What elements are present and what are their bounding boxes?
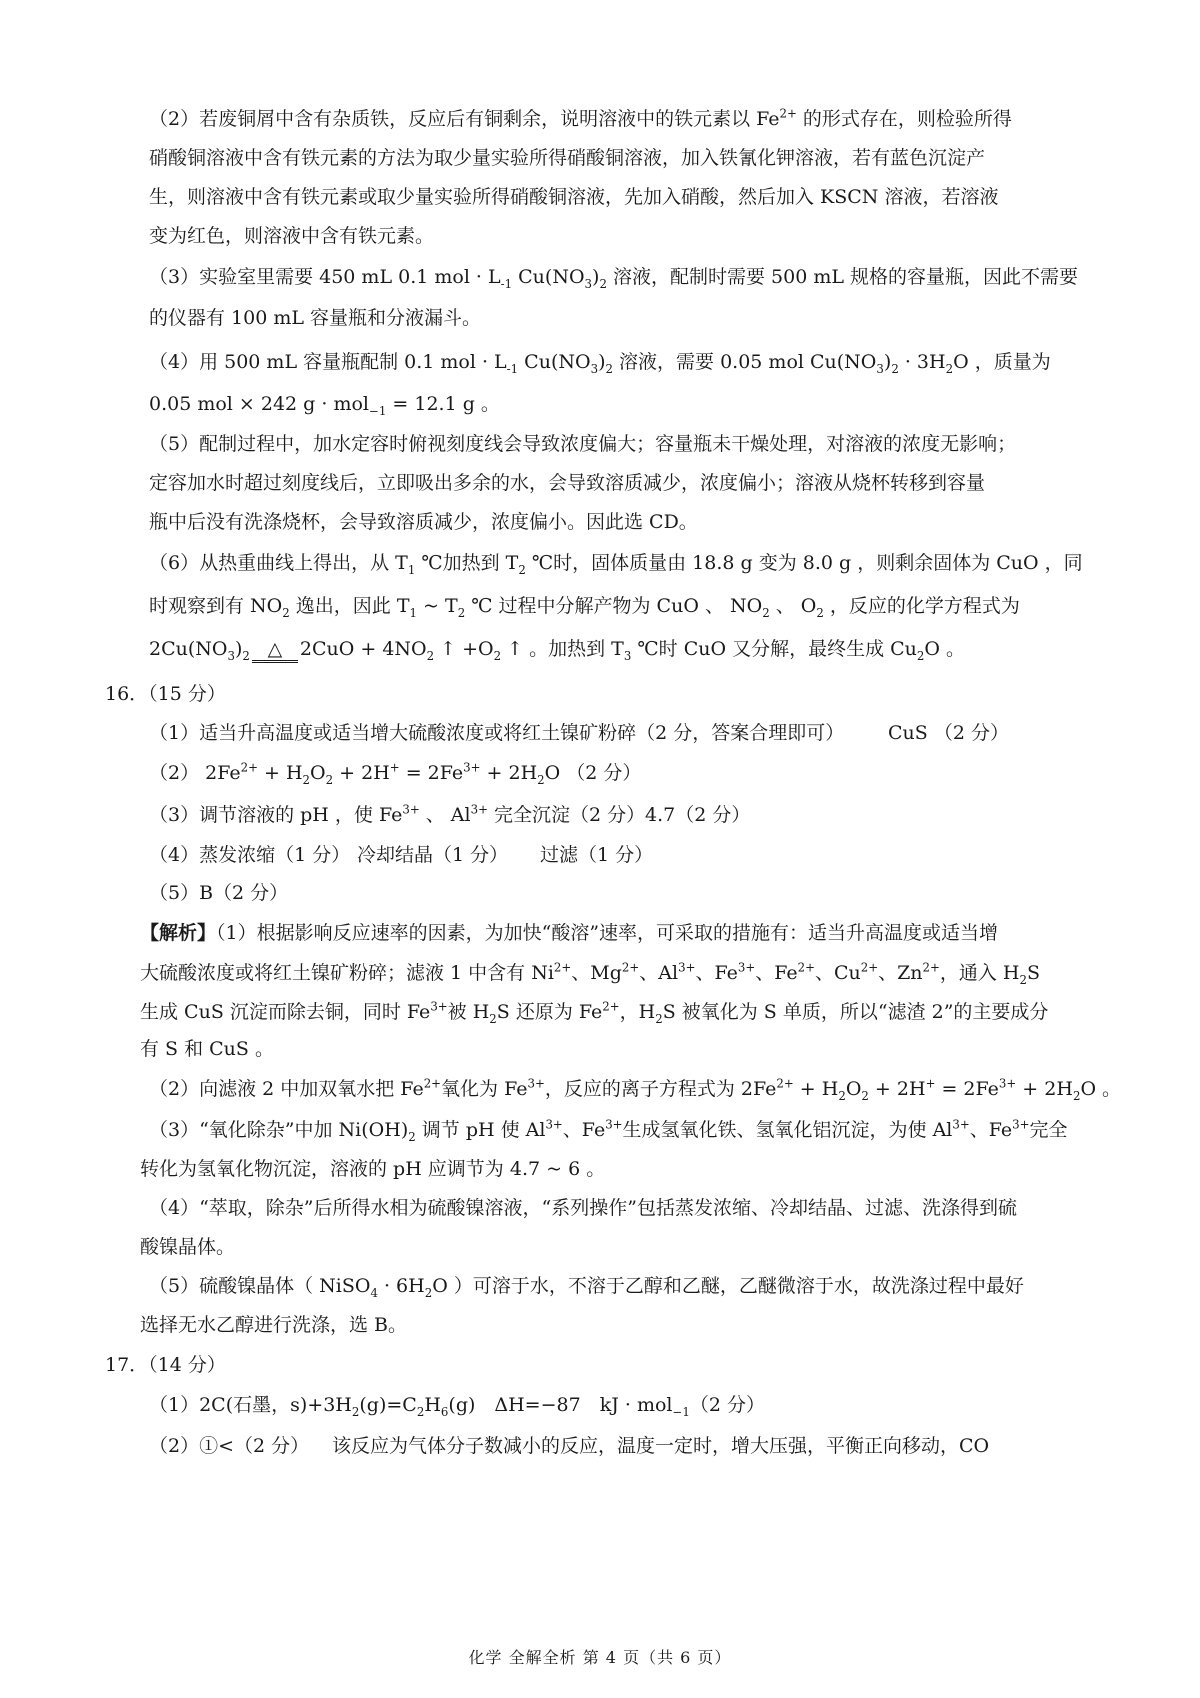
text-segment: O （2 分） — [544, 762, 642, 784]
subscript: 3 — [227, 648, 235, 663]
text-segment: ↑ 。加热到 T — [501, 638, 624, 660]
subscript: 2 — [945, 361, 954, 376]
text-segment: = 12.1 g 。 — [386, 393, 500, 415]
p15-2-line4: 变为红色，则溶液中含有铁元素。 — [149, 225, 435, 247]
subscript: 2 — [816, 605, 824, 620]
q16-1-answer-cus: CuS （2 分） — [888, 722, 1009, 744]
p15-6-line1 — [149, 552, 1083, 577]
subscript: 2 — [424, 1285, 433, 1300]
superscript: 3+ — [737, 960, 756, 975]
superscript: 3+ — [470, 802, 488, 817]
text-segment: 生成氢氧化铁、氢氧化铝沉淀，为使 Al — [622, 1119, 953, 1141]
p15-2-line2: 硝酸铜溶液中含有铁元素的方法为取少量实验所得硝酸铜溶液，加入铁氰化钾溶液，若有蓝色沉淀产 — [149, 147, 986, 169]
superscript: 3+ — [998, 1076, 1017, 1091]
subscript: 2 — [242, 648, 250, 663]
subscript: 2 — [605, 361, 613, 376]
q17-1-answer — [149, 1394, 765, 1419]
text-segment: ) — [883, 351, 892, 373]
text-segment: 溶液，配制时需要 500 mL 规格的容量瓶，因此不需要 — [606, 266, 1079, 288]
superscript: 2+ — [240, 760, 258, 775]
text-segment: 、Cu — [814, 962, 861, 984]
subscript: 3 — [590, 361, 599, 376]
q16-1-answer: （1）适当升高温度或适当增大硫酸浓度或将红土镍矿粉碎（2 分，答案合理即可） — [149, 722, 845, 744]
text-segment: (g) ΔH=−87 kJ · mol — [448, 1394, 673, 1416]
text-segment: O — [310, 762, 326, 784]
text-segment: （2）若废铜屑中含有杂质铁，反应后有铜剩余，说明溶液中的铁元素以 Fe — [149, 108, 780, 130]
subscript: 2 — [537, 772, 545, 787]
text-segment: （3）实验室里需要 450 mL 0.1 mol · L — [149, 266, 501, 288]
subscript: 2 — [762, 605, 770, 620]
text-segment: + H — [257, 762, 303, 784]
text-segment: （2）向滤液 2 中加双氧水把 Fe — [149, 1078, 424, 1100]
text-segment: 完全沉淀（2 分） — [487, 804, 646, 826]
superscript: 3+ — [952, 1117, 970, 1132]
superscript: 3+ — [463, 760, 481, 775]
text-segment: ↑ +O — [434, 638, 494, 660]
subscript: 2 — [426, 648, 435, 663]
p15-6-line2 — [149, 595, 1020, 620]
text-segment: （3）“氧化除杂”中加 Ni(OH) — [149, 1119, 409, 1141]
subscript: 2 — [861, 1088, 869, 1103]
text-segment: · 6H — [377, 1275, 425, 1297]
subscript: 2 — [493, 648, 502, 663]
page-footer: 化学 全解全析 第 4 页（共 6 页） — [468, 1648, 732, 1667]
text-segment: 2Cu(NO — [149, 638, 228, 660]
subscript: 2 — [416, 1404, 425, 1419]
q17-2-answer-reason: 该反应为气体分子数减小的反应，温度一定时，增大压强，平衡正向移动，CO — [332, 1435, 990, 1457]
text-segment: 、Al — [639, 962, 679, 984]
text-segment: 逸出，因此 T — [289, 595, 410, 617]
text-segment: （2） 2Fe — [149, 762, 241, 784]
analysis-3-line1 — [149, 1117, 1068, 1144]
text-segment: 氧化为 Fe — [441, 1078, 528, 1100]
subscript: 2 — [891, 361, 899, 376]
p15-3-line2: 的仪器有 100 mL 容量瓶和分液漏斗。 — [149, 307, 482, 329]
text-segment: ~ T — [417, 595, 458, 617]
superscript: 2+ — [922, 960, 940, 975]
subscript: 2 — [351, 1404, 360, 1419]
superscript: 3+ — [430, 999, 448, 1014]
analysis-3-line2: 转化为氢氧化物沉淀，溶液的 pH 应调节为 4.7 ~ 6 。 — [140, 1158, 606, 1180]
text-segment: （2 分） — [689, 1394, 765, 1416]
text-segment: Cu(NO — [518, 351, 591, 373]
subscript: -1 — [506, 361, 519, 376]
subscript: 2 — [457, 605, 466, 620]
text-segment: 被 H — [447, 1001, 490, 1023]
text-segment: = 2Fe — [399, 762, 464, 784]
superscript: 3+ — [605, 1117, 623, 1132]
text-segment: O 。 — [1080, 1078, 1122, 1100]
text-segment: ) — [592, 266, 600, 288]
text-segment: 、Fe — [562, 1119, 606, 1141]
superscript: 3+ — [678, 960, 696, 975]
text-segment: ，反应的离子方程式为 2Fe — [544, 1078, 777, 1100]
p15-5-line1: （5）配制过程中，加水定容时俯视刻度线会导致浓度偏大；容量瓶未干燥处理，对溶液的浓度无影响； — [149, 433, 1017, 455]
superscript: 2+ — [602, 999, 620, 1014]
subscript: 2 — [916, 648, 925, 663]
superscript: 2+ — [553, 960, 572, 975]
subscript: 1 — [409, 605, 418, 620]
question-16-heading: 16．（15 分） — [105, 683, 226, 705]
analysis-4-line2: 酸镍晶体。 — [140, 1236, 236, 1258]
subscript: 3 — [876, 361, 884, 376]
subscript: −1 — [369, 403, 387, 418]
text-segment: S 被氧化为 S 单质，所以“滤渣 2”的主要成分 — [662, 1001, 1049, 1023]
superscript: 3+ — [545, 1117, 563, 1132]
text-segment: 2CuO + 4NO — [299, 638, 427, 660]
text-segment: O 。 — [924, 638, 966, 660]
q17-2-answer-sign: （2）①<（2 分） — [149, 1435, 310, 1457]
text-segment: 、Zn — [878, 962, 923, 984]
text-segment: 、Fe — [755, 962, 798, 984]
subscript: 2 — [655, 1011, 663, 1026]
decomposition-equation — [149, 638, 966, 663]
text-segment: 、Fe — [695, 962, 738, 984]
superscript: 2+ — [423, 1076, 442, 1091]
text-segment: 、Mg — [571, 962, 622, 984]
text-segment: S — [1027, 962, 1041, 984]
text-segment: · 3H — [898, 351, 946, 373]
subscript: 2 — [1019, 972, 1027, 987]
text-segment: 时观察到有 NO — [149, 595, 283, 617]
p15-2-line3: 生，则溶液中含有铁元素或取少量实验所得硝酸铜溶液，先加入硝酸，然后加入 KSCN 溶液，若溶液 — [149, 186, 999, 208]
subscript: 3 — [623, 648, 632, 663]
q16-4-answer-cool: 冷却结晶（1 分） — [357, 844, 509, 866]
text-segment: （6）从热重曲线上得出，从 T — [149, 552, 408, 574]
text-segment: ，通入 H — [939, 962, 1020, 984]
p15-4-line2 — [149, 393, 500, 418]
p15-3-line1 — [149, 266, 1079, 291]
text-segment: + 2H — [333, 762, 390, 784]
subscript: 3 — [584, 276, 593, 291]
superscript: 3+ — [1012, 1117, 1030, 1132]
subscript: 2 — [325, 772, 334, 787]
text-segment: O ，质量为 — [953, 351, 1051, 373]
subscript: 1 — [407, 562, 416, 577]
text-segment: 、Fe — [969, 1119, 1013, 1141]
text-segment: 大硫酸浓度或将红土镍矿粉碎；滤液 1 中含有 Ni — [140, 962, 554, 984]
p15-2-line1 — [149, 106, 1012, 130]
text-segment: 0.05 mol × 242 g · mol — [149, 393, 369, 415]
subscript: -1 — [500, 276, 513, 291]
subscript: 2 — [518, 562, 526, 577]
text-segment: 完全 — [1029, 1119, 1068, 1141]
heat-condition-symbol: △ — [250, 640, 300, 659]
p15-5-line3: 瓶中后没有洗涤烧杯，会导致溶质减少，浓度偏小。因此选 CD。 — [149, 511, 698, 533]
text-segment: ，反应的化学方程式为 — [823, 595, 1020, 617]
text-segment: + 2H — [1016, 1078, 1073, 1100]
superscript: 3+ — [402, 802, 420, 817]
analysis-5-line2: 选择无水乙醇进行洗涤，选 B。 — [140, 1314, 408, 1336]
text-segment: （3）调节溶液的 pH ，使 Fe — [149, 804, 403, 826]
subscript: 2 — [1072, 1088, 1081, 1103]
analysis-5-line1 — [149, 1275, 1024, 1300]
text-segment: ℃ 过程中分解产物为 CuO 、 NO — [465, 595, 763, 617]
superscript: 2+ — [621, 960, 640, 975]
text-segment: （4）用 500 mL 容量瓶配制 0.1 mol · L — [149, 351, 507, 373]
text-segment: + 2H — [868, 1078, 926, 1100]
subscript: 6 — [440, 1404, 449, 1419]
q16-3-answer-ph: 4.7（2 分） — [645, 804, 751, 826]
text-segment: ，H — [619, 1001, 656, 1023]
subscript: 2 — [408, 1129, 416, 1144]
text-segment: Cu(NO — [512, 266, 585, 288]
subscript: 4 — [370, 1285, 378, 1300]
analysis-1-line2 — [140, 960, 1041, 987]
superscript: + — [925, 1076, 936, 1091]
text-segment: = 2Fe — [935, 1078, 999, 1100]
text-segment: + 2H — [480, 762, 538, 784]
text-segment: ) — [234, 638, 243, 660]
subscript: 2 — [302, 772, 311, 787]
text-segment: ℃加热到 T — [415, 552, 519, 574]
text-segment: 溶液，需要 0.05 mol Cu(NO — [613, 351, 877, 373]
subscript: 2 — [282, 605, 290, 620]
text-segment: ℃时，固体质量由 18.8 g 变为 8.0 g ，则剩余固体为 CuO ，同 — [525, 552, 1083, 574]
text-segment: O — [845, 1078, 862, 1100]
superscript: + — [389, 760, 400, 775]
text-segment: H — [424, 1394, 441, 1416]
text-segment: 生成 CuS 沉淀而除去铜，同时 Fe — [140, 1001, 431, 1023]
text-segment: 调节 pH 使 Al — [415, 1119, 546, 1141]
p15-5-line2: 定容加水时超过刻度线后，立即吸出多余的水，会导致溶质减少，浓度偏小；溶液从烧杯转移到容量 — [149, 472, 986, 494]
q16-2-answer — [149, 760, 642, 787]
text-segment: + H — [793, 1078, 839, 1100]
text-segment: 、 Al — [419, 804, 471, 826]
q16-4-answer-evaporate: （4）蒸发浓缩（1 分） — [149, 844, 351, 866]
text-segment: （1）2C(石墨，s)+3H — [149, 1394, 352, 1416]
analysis-4-line1: （4）“萃取，除杂”后所得水相为硫酸镍溶液，“系列操作”包括蒸发浓缩、冷却结晶、过滤、洗涤得到硫 — [149, 1197, 1017, 1219]
subscript: 2 — [599, 276, 607, 291]
subscript: 2 — [838, 1088, 846, 1103]
text-segment: 、 O — [769, 595, 817, 617]
analysis-2 — [149, 1076, 1122, 1103]
text-segment: 的形式存在，则检验所得 — [796, 108, 1012, 130]
analysis-1-line3 — [140, 999, 1049, 1026]
equation-reactant — [149, 638, 250, 663]
q16-3-answer — [149, 802, 646, 826]
text-segment: S 还原为 Fe — [496, 1001, 603, 1023]
text-segment: ) — [598, 351, 606, 373]
subscript: 2 — [489, 1011, 497, 1026]
superscript: 2+ — [776, 1076, 794, 1091]
q16-5-answer: （5）B（2 分） — [149, 882, 289, 904]
superscript: 2+ — [797, 960, 815, 975]
question-17-heading: 17．（14 分） — [105, 1354, 226, 1376]
analysis-label: 【解析】 — [140, 922, 217, 944]
analysis-1-line4: 有 S 和 CuS 。 — [140, 1038, 274, 1060]
superscript: 3+ — [527, 1076, 545, 1091]
q16-4-answer-filter: 过滤（1 分） — [540, 844, 654, 866]
text-segment: （5）硫酸镍晶体（ NiSO — [149, 1275, 371, 1297]
analysis-1-text: （1）根据影响反应速率的因素，为加快“酸溶”速率，可采取的措施有：适当升高温度或适当增 — [216, 922, 999, 944]
subscript: −1 — [672, 1404, 690, 1419]
analysis-1-line1 — [140, 924, 998, 943]
superscript: 2+ — [779, 106, 797, 121]
text-segment: ℃时 CuO 又分解，最终生成 Cu — [631, 638, 917, 660]
text-segment: O ）可溶于水，不溶于乙醇和乙醚，乙醚微溶于水，故洗涤过程中最好 — [432, 1275, 1024, 1297]
superscript: 2+ — [860, 960, 879, 975]
text-segment: (g)=C — [359, 1394, 417, 1416]
equation-products — [299, 638, 966, 663]
p15-4-line1 — [149, 351, 1051, 376]
